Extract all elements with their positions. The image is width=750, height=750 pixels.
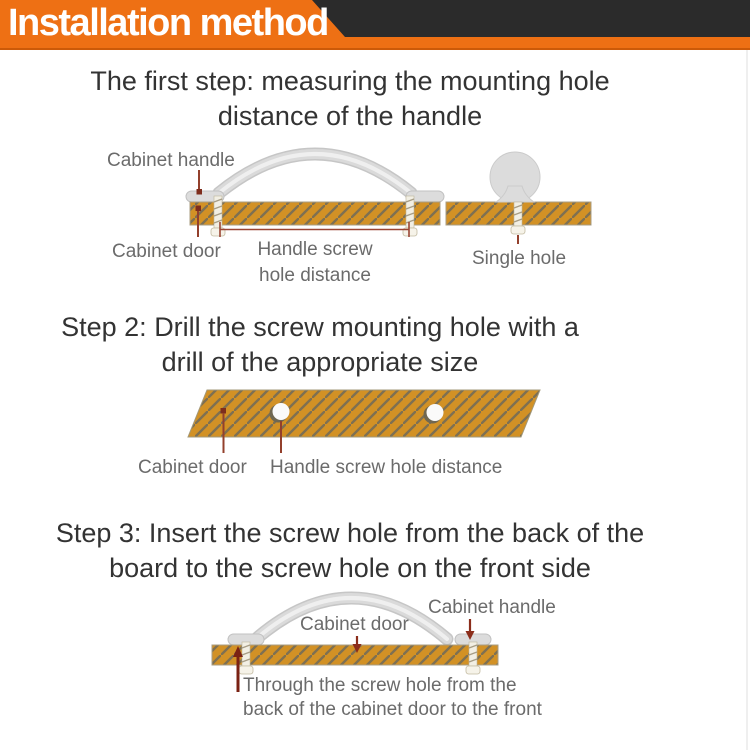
label-screw-distance-step2: Handle screw hole distance [270, 457, 503, 478]
label-cabinet-door-step2: Cabinet door [138, 457, 247, 478]
label-screw-distance-line1: Handle screw [257, 239, 373, 260]
label-through-line2: back of the cabinet door to the front [243, 699, 542, 720]
screw-nut [239, 666, 253, 674]
label-through-hole [243, 674, 542, 722]
screw-nut [466, 666, 480, 674]
label-through-line1: Through the screw hole from the [243, 675, 517, 696]
label-cabinet-handle: Cabinet handle [107, 150, 235, 171]
cabinet-door-board-drilled [188, 390, 540, 437]
step1-heading-line2: distance of the handle [217, 101, 483, 131]
label-single-hole: Single hole [472, 248, 567, 269]
label-cabinet-door-step1: Cabinet door [112, 241, 221, 262]
step2-heading-line1: Step 2: Drill the screw mounting hole with a [61, 312, 579, 342]
screw-nut [511, 226, 525, 234]
step3-heading-line2: board to the screw hole on the front side [109, 553, 591, 583]
step3-heading [0, 516, 700, 586]
knob-shape [490, 152, 540, 202]
label-cabinet-door-step3: Cabinet door [300, 614, 409, 635]
page-title: Installation method [8, 2, 328, 44]
cabinet-door-board [190, 202, 440, 225]
label-screw-distance-line2: hole distance [259, 265, 371, 286]
step2-heading-line2: drill of the appropriate size [161, 347, 479, 377]
step1-heading [0, 64, 700, 134]
label-cabinet-handle-step3: Cabinet handle [428, 597, 556, 618]
header-banner [0, 0, 750, 50]
step2-heading [0, 310, 640, 380]
step3-heading-line1: Step 3: Insert the screw hole from the back of the [55, 518, 645, 548]
label-screw-distance-step1 [235, 237, 395, 289]
step1-heading-line1: The first step: measuring the mounting hole [90, 66, 610, 96]
